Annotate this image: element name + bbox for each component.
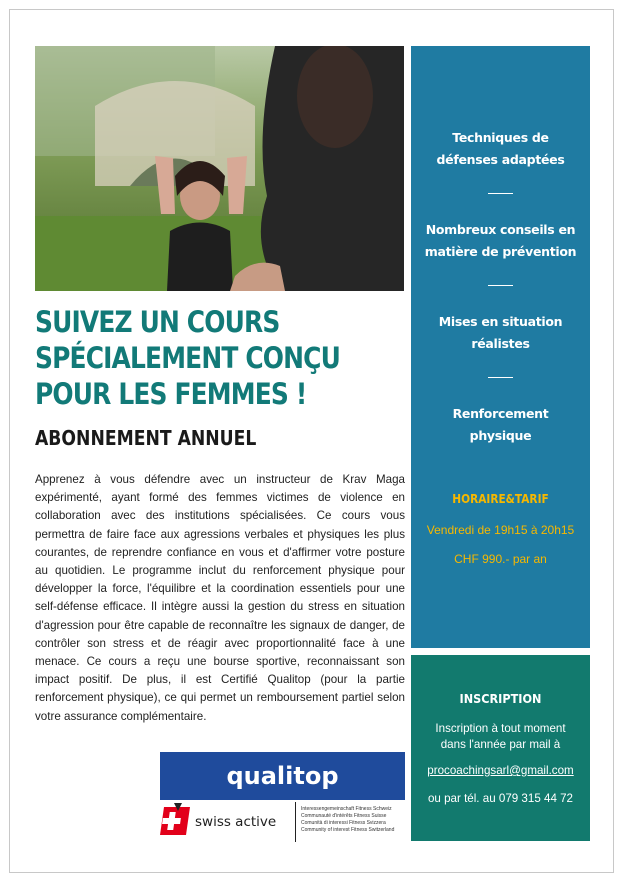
feature-mises-en-situation [411, 311, 590, 355]
body-paragraph: Apprenez à vous défendre avec un instructeur de Krav Maga expérimenté, ayant formé des femmes victimes de violence en collaboration avec des institutions spécialisées. Ce cours vous permettra de faire face aux agressions verbales et physiques les plus courantes, de reprendre confiance en vous et d'affirmer votre posture au quotidien. Le programme inclut du renforcement physique pour développer la force, l'équilibre et la coordination essentiels pour une self-défense efficace. Il intègre aussi la gestion du stress en situation d'agression pour être capable de reconnaître les signaux de danger, de contrôler son stress et de réagir avec proportionnalité face à une menace. Ce cours a reçu une bourse sportive, reconnaissant son impact positif. De plus, il est Certifié Qualitop (pour la partie renforcement physique), ce qui permet un remboursement partiel selon votre assurance complémentaire. [35, 473, 405, 723]
features-panel [411, 46, 590, 648]
swiss-active-line-fr: Communauté d'intérêts Fitness Suisse [301, 813, 387, 819]
inscription-line-2: dans l'année par mail à [440, 738, 561, 751]
feature-conseils-line-2: matière de prévention [424, 244, 577, 259]
swiss-active-line-de: Interessengemeinschaft Fitness Schweiz [301, 806, 392, 812]
swiss-active-line-en: Community of interest Fitness Switzerland [301, 827, 395, 833]
headline [35, 304, 353, 412]
inscription-title: INSCRIPTION [459, 691, 542, 706]
swiss-active-tagline [301, 806, 394, 834]
feature-conseils-line-1: Nombreux conseils en [425, 222, 576, 237]
feature-techniques [411, 127, 590, 171]
feature-techniques-line-2: défenses adaptées [436, 152, 565, 167]
headline-line-2: SPÉCIALEMENT CONÇU [35, 341, 340, 375]
swiss-active-name: swiss active [195, 814, 277, 830]
feature-techniques-line-1: Techniques de [452, 130, 549, 145]
swiss-active-icon [160, 803, 194, 839]
schedule-title: HORAIRE&TARIF [452, 492, 549, 506]
feature-conseils [411, 219, 590, 263]
feature-separator [488, 285, 513, 286]
swiss-active-logo [160, 800, 405, 845]
swiss-active-divider [295, 802, 296, 842]
feature-separator [488, 193, 513, 194]
schedule-price: CHF 990.- par an [454, 552, 547, 566]
headline-line-3: POUR LES FEMMES ! [35, 377, 307, 411]
headline-line-1: SUIVEZ UN COURS [35, 305, 280, 339]
feature-renforcement-line-1: Renforcement [452, 406, 549, 421]
feature-mises-line-1: Mises en situation [438, 314, 563, 329]
self-defense-photo [35, 46, 404, 291]
subheadline: ABONNEMENT ANNUEL [35, 426, 257, 450]
feature-renforcement-line-2: physique [469, 428, 532, 443]
inscription-line-1: Inscription à tout moment [435, 722, 566, 735]
inscription-panel [411, 655, 590, 841]
schedule-time: Vendredi de 19h15 à 20h15 [426, 523, 575, 537]
inscription-phone: ou par tél. au 079 315 44 72 [427, 792, 574, 805]
hero-photo [35, 46, 404, 291]
qualitop-logo [160, 752, 405, 800]
feature-renforcement [411, 403, 590, 447]
inscription-email-link[interactable]: procoachingsarl@gmail.com [427, 764, 574, 777]
qualitop-logo-text: qualitop [226, 762, 339, 790]
feature-separator [488, 377, 513, 378]
feature-mises-line-2: réalistes [471, 336, 530, 351]
swiss-active-line-it: Comunità di interessi Fitness Svizzera [301, 820, 386, 826]
